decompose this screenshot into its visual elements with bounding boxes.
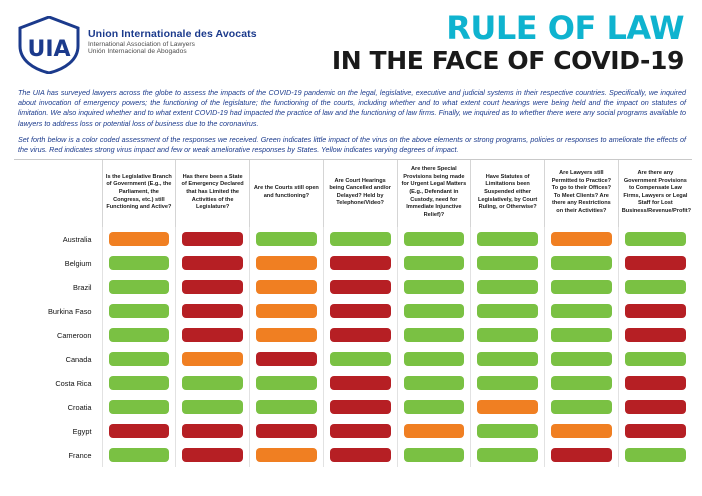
matrix-cell: [250, 371, 324, 395]
status-pill-green: [551, 280, 612, 294]
status-pill-orange: [551, 424, 612, 438]
matrix-cell: [176, 443, 250, 467]
status-pill-green: [551, 328, 612, 342]
status-pill-green: [477, 232, 538, 246]
matrix-cell: [545, 347, 619, 371]
matrix-cell: [102, 371, 176, 395]
status-pill-orange: [477, 400, 538, 414]
column-header-statutes-suspended: Have Statutes of Limitations been Suspended either Legislatively, by Court Ruling, or Otherwise?: [471, 160, 545, 227]
svg-text:UIA: UIA: [27, 37, 71, 62]
matrix-cell: [323, 347, 397, 371]
status-pill-red: [182, 328, 243, 342]
status-pill-red: [330, 376, 391, 390]
matrix-cell: [618, 251, 692, 275]
matrix-cell: [323, 275, 397, 299]
column-header-courts-open: Are the Courts still open and functioning?: [250, 160, 324, 227]
matrix-cell: [545, 299, 619, 323]
table-row: [14, 371, 692, 395]
status-pill-green: [551, 400, 612, 414]
matrix-cell: [323, 251, 397, 275]
title-line-1: RULE OF LAW: [446, 9, 684, 47]
table-row: [14, 323, 692, 347]
country-label: France: [68, 450, 92, 460]
matrix-cell: [176, 419, 250, 443]
matrix-cell: [176, 251, 250, 275]
status-pill-green: [109, 304, 170, 318]
status-pill-red: [330, 304, 391, 318]
matrix-cell: [397, 443, 471, 467]
status-pill-red: [551, 448, 612, 462]
country-label: Costa Rica: [55, 378, 92, 388]
status-pill-orange: [256, 328, 317, 342]
response-matrix: [14, 159, 692, 467]
status-pill-red: [625, 328, 686, 342]
intro-paragraph-1: The UIA has surveyed lawyers across the globe to assess the impacts of the COVID-19 pandemic on the legal, legislative, executive and judicial systems in their respective countries. Specifically, we inquired about invocation of emergency powers; the functioning of the legislature; the functioning of the courts, including whether and to what extent court hearings were being held and the impact on statutes of limitation. We also inquired whether and to what extent COVID-19 had impacted the practice of law and the functioning of law firms. Finally, we inquired as to whether there were any social programs available to lawyers to address loss or potential loss of business due to the coronavirus.: [18, 88, 686, 128]
column-header-urgent-matters: Are there Special Provisions being made for Urgent Legal Matters (E.g., Defendant in Custody, need for Immediate Injunctive Relief)?: [397, 160, 471, 227]
status-pill-green: [477, 424, 538, 438]
matrix-cell: [618, 299, 692, 323]
status-pill-green: [404, 448, 465, 462]
status-pill-green: [477, 352, 538, 366]
status-pill-green: [404, 280, 465, 294]
status-pill-green: [477, 256, 538, 270]
status-pill-orange: [109, 232, 170, 246]
matrix-body: [14, 227, 692, 467]
matrix-cell: [250, 347, 324, 371]
status-pill-green: [330, 232, 391, 246]
status-pill-green: [551, 352, 612, 366]
column-header-government-compensation: Are there any Government Provisions to Compensate Law Firms, Lawyers or Legal Staff for Lost Business/Revenue/Profit?: [618, 160, 692, 227]
status-pill-green: [477, 448, 538, 462]
intro-paragraph-2: Set forth below is a color coded assessment of the responses we received. Green indicates little impact of the virus on the above elements or strong programs, policies or responses to ameliorate the effects of the virus. Red indicates strong virus impact and few or weak ameliorative responses by States. Yellow indicates varying degrees of impact.: [18, 134, 686, 155]
status-pill-green: [551, 256, 612, 270]
matrix-cell: [250, 419, 324, 443]
uia-logo: [18, 10, 257, 74]
table-row: [14, 419, 692, 443]
status-pill-green: [256, 376, 317, 390]
status-pill-red: [330, 448, 391, 462]
matrix-cell: [102, 227, 176, 251]
matrix-table: [14, 160, 692, 467]
country-label: Cameroon: [56, 330, 92, 340]
country-label: Brazil: [73, 282, 92, 292]
status-pill-orange: [551, 232, 612, 246]
status-pill-green: [256, 232, 317, 246]
status-pill-green: [109, 328, 170, 342]
status-pill-green: [625, 280, 686, 294]
column-header-legislature-active: Is the Legislative Branch of Government (E.g., the Parliament, the Congress, etc.) still Functioning and Active?: [102, 160, 176, 227]
matrix-cell: [471, 251, 545, 275]
matrix-cell: [250, 251, 324, 275]
status-pill-green: [109, 256, 170, 270]
matrix-cell: [176, 347, 250, 371]
status-pill-red: [330, 328, 391, 342]
status-pill-green: [256, 400, 317, 414]
matrix-cell: [176, 395, 250, 419]
logo-subtitle-en: International Association of Lawyers: [88, 40, 195, 48]
matrix-cell: [471, 443, 545, 467]
status-pill-green: [404, 328, 465, 342]
column-header-state-of-emergency: Has there been a State of Emergency Declared that has Limited the Activities of the Legislature?: [176, 160, 250, 227]
column-header-hearings-cancelled: Are Court Hearings being Cancelled and/or Delayed? Held by Telephone/Video?: [323, 160, 397, 227]
status-pill-green: [109, 280, 170, 294]
matrix-cell: [397, 275, 471, 299]
matrix-cell: [471, 323, 545, 347]
matrix-cell: [176, 371, 250, 395]
matrix-cell: [102, 395, 176, 419]
table-row: [14, 443, 692, 467]
status-pill-green: [404, 256, 465, 270]
status-pill-green: [182, 376, 243, 390]
status-pill-orange: [404, 424, 465, 438]
status-pill-red: [625, 376, 686, 390]
status-pill-red: [182, 256, 243, 270]
table-row: [14, 395, 692, 419]
status-pill-orange: [256, 280, 317, 294]
matrix-cell: [397, 419, 471, 443]
status-pill-red: [330, 400, 391, 414]
status-pill-green: [109, 448, 170, 462]
status-pill-red: [625, 256, 686, 270]
status-pill-red: [182, 304, 243, 318]
matrix-cell: [618, 227, 692, 251]
matrix-cell: [471, 299, 545, 323]
column-header-lawyers-practice: Are Lawyers still Permitted to Practice? To go to their Offices? To Meet Clients? Are there any Restrictions on their Activities?: [545, 160, 619, 227]
matrix-cell: [471, 275, 545, 299]
matrix-cell: [323, 443, 397, 467]
status-pill-green: [330, 352, 391, 366]
logo-title: Union Internationale des Avocats: [88, 28, 257, 40]
page-header: [0, 0, 702, 88]
matrix-cell: [471, 227, 545, 251]
matrix-cell: [102, 251, 176, 275]
status-pill-orange: [256, 448, 317, 462]
matrix-cell: [545, 275, 619, 299]
status-pill-green: [551, 376, 612, 390]
matrix-cell: [323, 323, 397, 347]
poster-title: [332, 10, 688, 75]
status-pill-red: [625, 400, 686, 414]
matrix-cell: [618, 371, 692, 395]
status-pill-green: [404, 352, 465, 366]
matrix-header-row: [14, 160, 692, 227]
matrix-cell: [250, 395, 324, 419]
status-pill-red: [330, 280, 391, 294]
matrix-cell: [102, 443, 176, 467]
table-row: [14, 299, 692, 323]
status-pill-green: [477, 376, 538, 390]
country-label: Burkina Faso: [47, 306, 92, 316]
status-pill-green: [182, 400, 243, 414]
matrix-cell: [397, 347, 471, 371]
country-label: Egypt: [72, 426, 92, 436]
matrix-cell: [471, 347, 545, 371]
status-pill-green: [477, 304, 538, 318]
status-pill-red: [182, 280, 243, 294]
matrix-cell: [176, 323, 250, 347]
status-pill-green: [625, 352, 686, 366]
matrix-cell: [397, 251, 471, 275]
intro-text: [0, 88, 702, 155]
matrix-cell: [618, 419, 692, 443]
status-pill-green: [109, 400, 170, 414]
matrix-cell: [250, 323, 324, 347]
status-pill-green: [477, 280, 538, 294]
matrix-cell: [250, 227, 324, 251]
matrix-cell: [250, 443, 324, 467]
status-pill-red: [182, 424, 243, 438]
status-pill-red: [625, 424, 686, 438]
matrix-cell: [545, 323, 619, 347]
table-row: [14, 251, 692, 275]
matrix-cell: [323, 395, 397, 419]
matrix-cell: [397, 227, 471, 251]
table-row: [14, 347, 692, 371]
matrix-cell: [102, 347, 176, 371]
matrix-cell: [618, 395, 692, 419]
matrix-cell: [176, 299, 250, 323]
matrix-cell: [323, 419, 397, 443]
matrix-cell: [102, 419, 176, 443]
status-pill-red: [256, 424, 317, 438]
matrix-cell: [471, 419, 545, 443]
matrix-cell: [323, 227, 397, 251]
status-pill-red: [330, 256, 391, 270]
matrix-cell: [471, 395, 545, 419]
country-label: Croatia: [67, 402, 92, 412]
matrix-cell: [618, 275, 692, 299]
matrix-cell: [397, 299, 471, 323]
matrix-cell: [545, 251, 619, 275]
status-pill-green: [109, 352, 170, 366]
status-pill-green: [404, 400, 465, 414]
matrix-cell: [618, 347, 692, 371]
matrix-cell: [323, 299, 397, 323]
matrix-cell: [545, 371, 619, 395]
matrix-cell: [176, 275, 250, 299]
table-row: [14, 275, 692, 299]
status-pill-green: [625, 232, 686, 246]
uia-logo-text: [88, 16, 257, 56]
matrix-cell: [545, 419, 619, 443]
matrix-cell: [397, 323, 471, 347]
matrix-cell: [102, 299, 176, 323]
matrix-cell: [545, 443, 619, 467]
matrix-cell: [102, 275, 176, 299]
status-pill-green: [109, 376, 170, 390]
matrix-cell: [618, 323, 692, 347]
status-pill-green: [551, 304, 612, 318]
matrix-cell: [471, 371, 545, 395]
matrix-cell: [102, 323, 176, 347]
matrix-cell: [323, 371, 397, 395]
status-pill-red: [625, 304, 686, 318]
status-pill-orange: [182, 352, 243, 366]
status-pill-red: [330, 424, 391, 438]
status-pill-green: [404, 232, 465, 246]
status-pill-red: [256, 352, 317, 366]
country-label: Belgium: [64, 258, 92, 268]
status-pill-green: [477, 328, 538, 342]
status-pill-green: [625, 448, 686, 462]
status-pill-red: [182, 232, 243, 246]
matrix-cell: [250, 299, 324, 323]
status-pill-orange: [256, 304, 317, 318]
logo-subtitle-es: Unión Internacional de Abogados: [88, 48, 187, 56]
status-pill-green: [404, 376, 465, 390]
country-label: Australia: [62, 234, 92, 244]
status-pill-red: [182, 448, 243, 462]
matrix-corner-cell: [14, 160, 102, 227]
uia-logo-mark: [18, 16, 80, 74]
matrix-cell: [397, 371, 471, 395]
matrix-cell: [397, 395, 471, 419]
matrix-cell: [176, 227, 250, 251]
matrix-cell: [618, 443, 692, 467]
matrix-cell: [250, 275, 324, 299]
title-line-2: IN THE FACE OF COVID-19: [331, 46, 684, 75]
table-row: [14, 227, 692, 251]
status-pill-orange: [256, 256, 317, 270]
status-pill-green: [404, 304, 465, 318]
status-pill-red: [109, 424, 170, 438]
country-label: Canada: [65, 354, 92, 364]
matrix-cell: [545, 227, 619, 251]
matrix-cell: [545, 395, 619, 419]
